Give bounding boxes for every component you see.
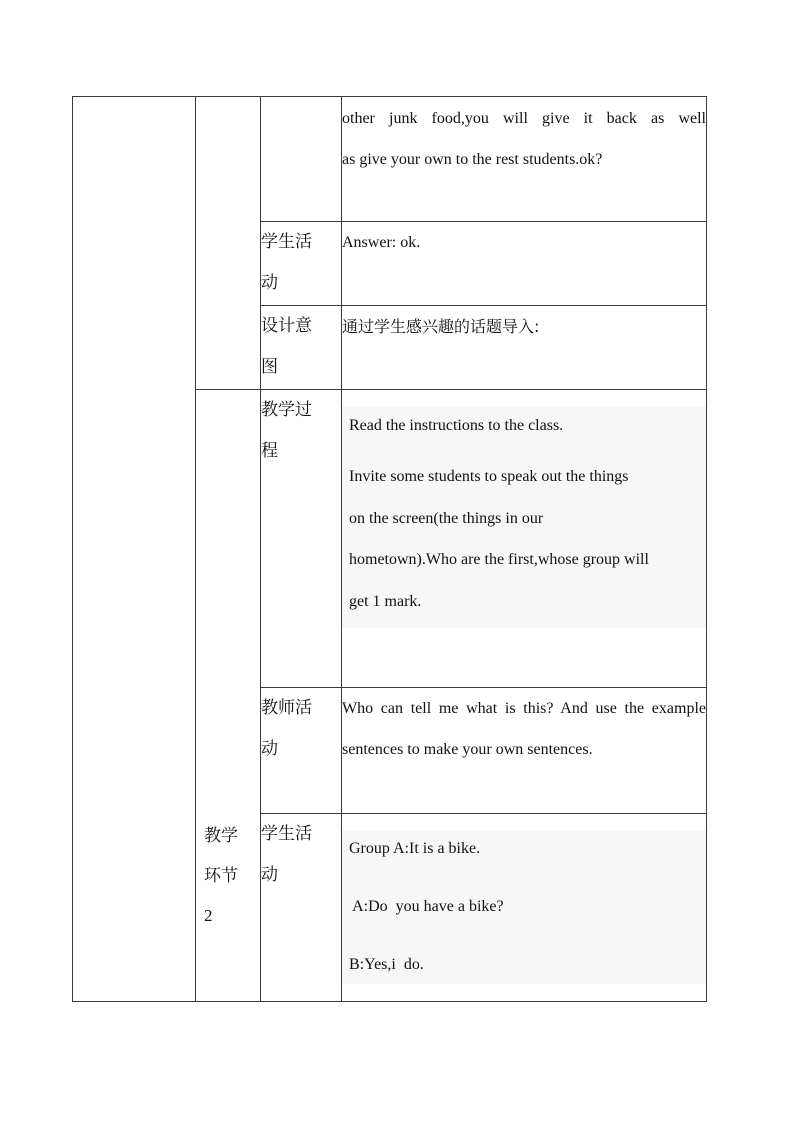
top-text-line-1: other junk food,you will give it back as well bbox=[342, 110, 706, 127]
process-paragraph-2 bbox=[349, 456, 700, 622]
segment-label-line: 教学 bbox=[204, 826, 238, 846]
process-line: get 1 mark. bbox=[349, 592, 422, 610]
empty-label-cell bbox=[261, 97, 342, 222]
student-activity-label bbox=[261, 222, 342, 306]
table-row bbox=[73, 97, 707, 222]
design-intent-cell bbox=[342, 306, 707, 390]
label-line: 动 bbox=[261, 865, 278, 885]
label-line: 学生活 bbox=[261, 232, 312, 252]
design-intent-label bbox=[261, 306, 342, 390]
process-line: Invite some students to speak out the things bbox=[349, 468, 629, 485]
student-activity-cell bbox=[342, 222, 707, 306]
student-answer-text: Answer: ok. bbox=[342, 234, 421, 251]
label-line: 设计意 bbox=[261, 316, 312, 336]
label-line: 动 bbox=[261, 273, 278, 293]
label-line: 教师活 bbox=[261, 698, 312, 718]
teacher-activity-cell bbox=[342, 688, 707, 814]
label-line: 程 bbox=[261, 441, 278, 461]
process-paragraph-1: Read the instructions to the class. bbox=[349, 417, 564, 434]
student-activity-cell-2 bbox=[342, 814, 707, 1002]
teaching-process-cell bbox=[342, 390, 707, 688]
label-line: 图 bbox=[261, 357, 278, 377]
lesson-plan-table bbox=[72, 96, 707, 1002]
label-line: 动 bbox=[261, 739, 278, 759]
teacher-activity-text: Who can tell me what is this? And use the example sentences to make your own sentences. bbox=[342, 700, 706, 758]
top-text-line-2: as give your own to the rest students.ok? bbox=[342, 151, 603, 168]
process-text-block bbox=[342, 406, 706, 628]
design-intent-text: 通过学生感兴趣的话题导入: bbox=[342, 317, 540, 336]
process-line: hometown).Who are the first,whose group will bbox=[349, 551, 649, 568]
label-line: 教学过 bbox=[261, 400, 312, 420]
dialogue-line: A:Do you have a bike? bbox=[349, 898, 504, 915]
segment-label-line: 环节 bbox=[204, 866, 238, 886]
label-line: 学生活 bbox=[261, 824, 312, 844]
student-activity-label-2 bbox=[261, 814, 342, 1002]
teaching-process-label bbox=[261, 390, 342, 688]
segment-label-line: 2 bbox=[204, 906, 213, 925]
blank-column-cell bbox=[73, 97, 196, 1002]
segment-label-cell bbox=[196, 390, 261, 1002]
blank-segment-cell bbox=[196, 97, 261, 390]
dialogue-block bbox=[342, 830, 706, 984]
teacher-activity-label bbox=[261, 688, 342, 814]
dialogue-line: B:Yes,i do. bbox=[349, 956, 424, 973]
top-continuation-cell bbox=[342, 97, 707, 222]
dialogue-line: Group A:It is a bike. bbox=[349, 840, 481, 857]
process-line: on the screen(the things in our bbox=[349, 509, 544, 527]
